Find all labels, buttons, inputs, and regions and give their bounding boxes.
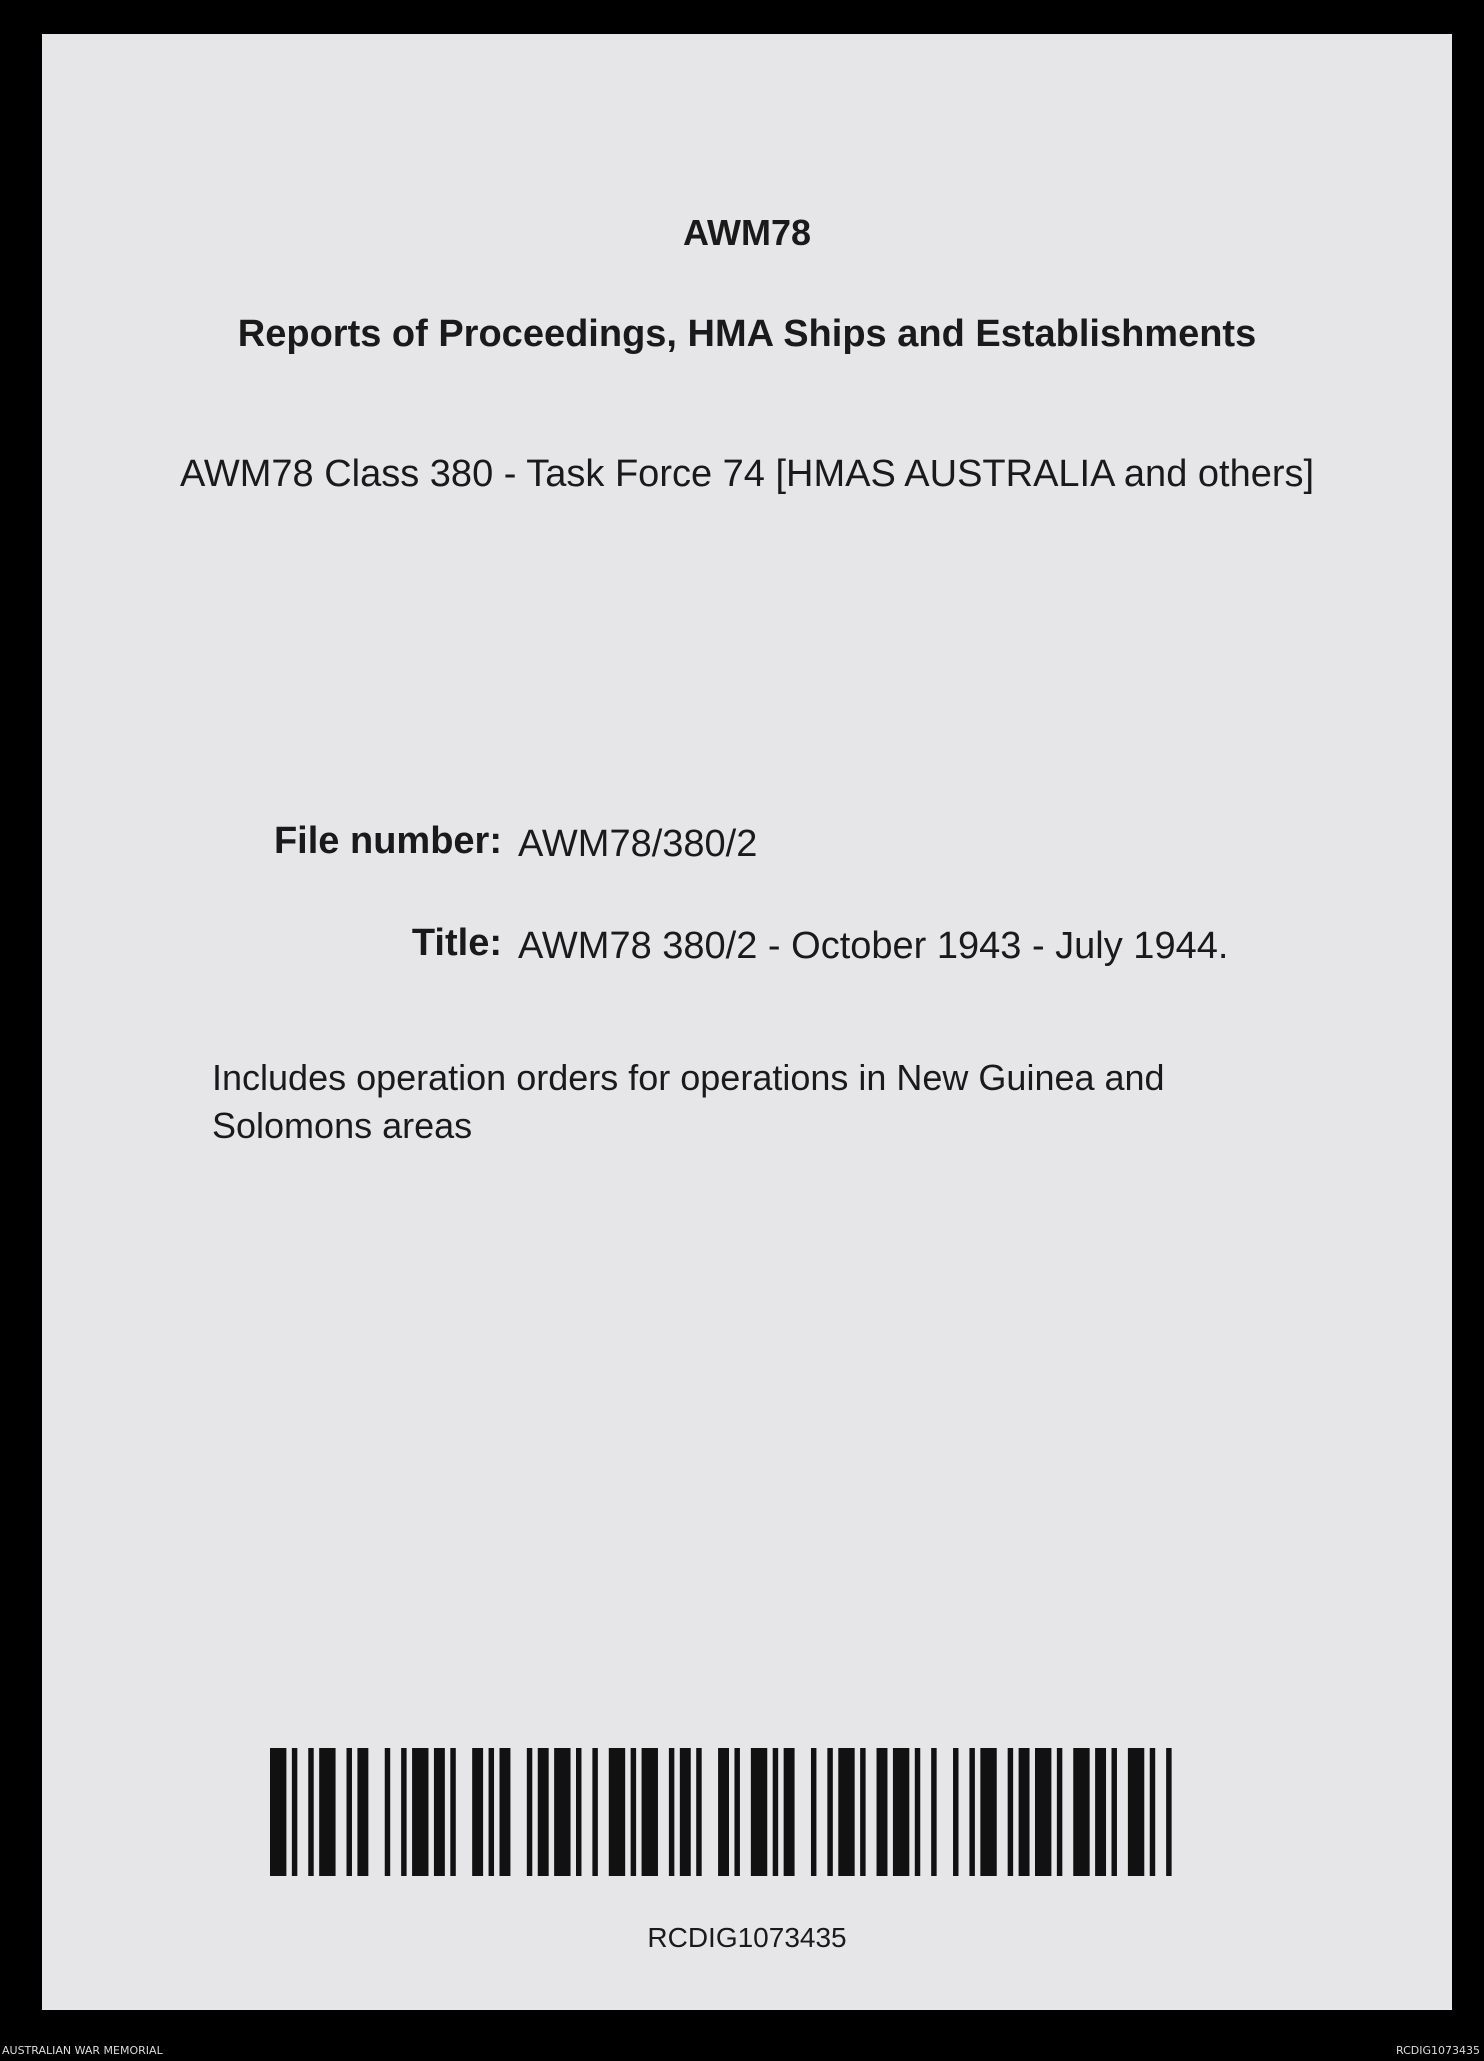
barcode-bar xyxy=(915,1748,920,1876)
barcode-bar xyxy=(500,1748,511,1876)
series-title: Reports of Proceedings, HMA Ships and Establishments xyxy=(237,313,1257,355)
barcode-bar xyxy=(931,1748,936,1876)
barcode-bar xyxy=(609,1748,625,1876)
barcode-bar xyxy=(412,1748,428,1876)
barcode-bar xyxy=(811,1748,816,1876)
barcode-bar xyxy=(1057,1748,1062,1876)
barcode-bar xyxy=(270,1748,286,1876)
barcode-bar xyxy=(773,1748,778,1876)
barcode-bar xyxy=(592,1748,597,1876)
barcode-bar xyxy=(669,1748,674,1876)
barcode-bar xyxy=(631,1748,636,1876)
series-code: AWM78 xyxy=(682,212,812,253)
barcode-bar xyxy=(576,1748,581,1876)
barcode-bar xyxy=(877,1748,888,1876)
barcode-bar xyxy=(319,1748,335,1876)
barcode-bar xyxy=(1073,1748,1089,1876)
barcode-bar xyxy=(642,1748,658,1876)
barcode-bar xyxy=(1150,1748,1155,1876)
barcode-bar xyxy=(969,1748,974,1876)
cover-sheet xyxy=(42,34,1452,2010)
barcode xyxy=(270,1748,1188,1876)
barcode-bar xyxy=(1112,1748,1117,1876)
title-label: Title: xyxy=(411,922,502,964)
barcode-bar xyxy=(784,1748,795,1876)
barcode-bar xyxy=(292,1748,297,1876)
barcode-bar xyxy=(538,1748,549,1876)
barcode-bar xyxy=(838,1748,854,1876)
barcode-bar xyxy=(680,1748,691,1876)
barcode-bar xyxy=(953,1748,958,1876)
barcode-bar xyxy=(1008,1748,1013,1876)
barcode-bar xyxy=(450,1748,455,1876)
barcode-bar xyxy=(827,1748,832,1876)
barcode-bar xyxy=(401,1748,406,1876)
barcode-bar xyxy=(893,1748,909,1876)
barcode-bar xyxy=(527,1748,532,1876)
barcode-bar xyxy=(554,1748,570,1876)
barcode-bar xyxy=(696,1748,701,1876)
barcode-bar xyxy=(472,1748,483,1876)
barcode-bar xyxy=(1035,1748,1051,1876)
file-number-label: File number: xyxy=(273,820,502,862)
barcode-bar xyxy=(1166,1748,1171,1876)
barcode-bar xyxy=(860,1748,865,1876)
description: Includes operation orders for operations in New Guinea and Solomons areas xyxy=(212,1057,1165,1146)
title-value: AWM78 380/2 - October 1943 - July 1944. xyxy=(518,925,1229,967)
barcode-bar xyxy=(1128,1748,1144,1876)
barcode-bar xyxy=(751,1748,767,1876)
barcode-bar xyxy=(385,1748,390,1876)
footer-left: AUSTRALIAN WAR MEMORIAL xyxy=(2,2044,163,2057)
barcode-bar xyxy=(718,1748,729,1876)
barcode-bar xyxy=(347,1748,352,1876)
file-number-value: AWM78/380/2 xyxy=(518,823,758,865)
barcode-bar xyxy=(308,1748,313,1876)
barcode-bar xyxy=(1095,1748,1106,1876)
barcode-text: RCDIG1073435 xyxy=(647,1922,847,1953)
barcode-bar xyxy=(1019,1748,1030,1876)
footer-right: RCDIG1073435 xyxy=(1395,2044,1480,2057)
class-title: AWM78 Class 380 - Task Force 74 [HMAS AUSTRALIA and others] xyxy=(179,453,1315,495)
barcode-bar xyxy=(980,1748,996,1876)
barcode-bar xyxy=(357,1748,368,1876)
barcode-bar xyxy=(734,1748,739,1876)
barcode-bar xyxy=(434,1748,445,1876)
barcode-bar xyxy=(489,1748,494,1876)
